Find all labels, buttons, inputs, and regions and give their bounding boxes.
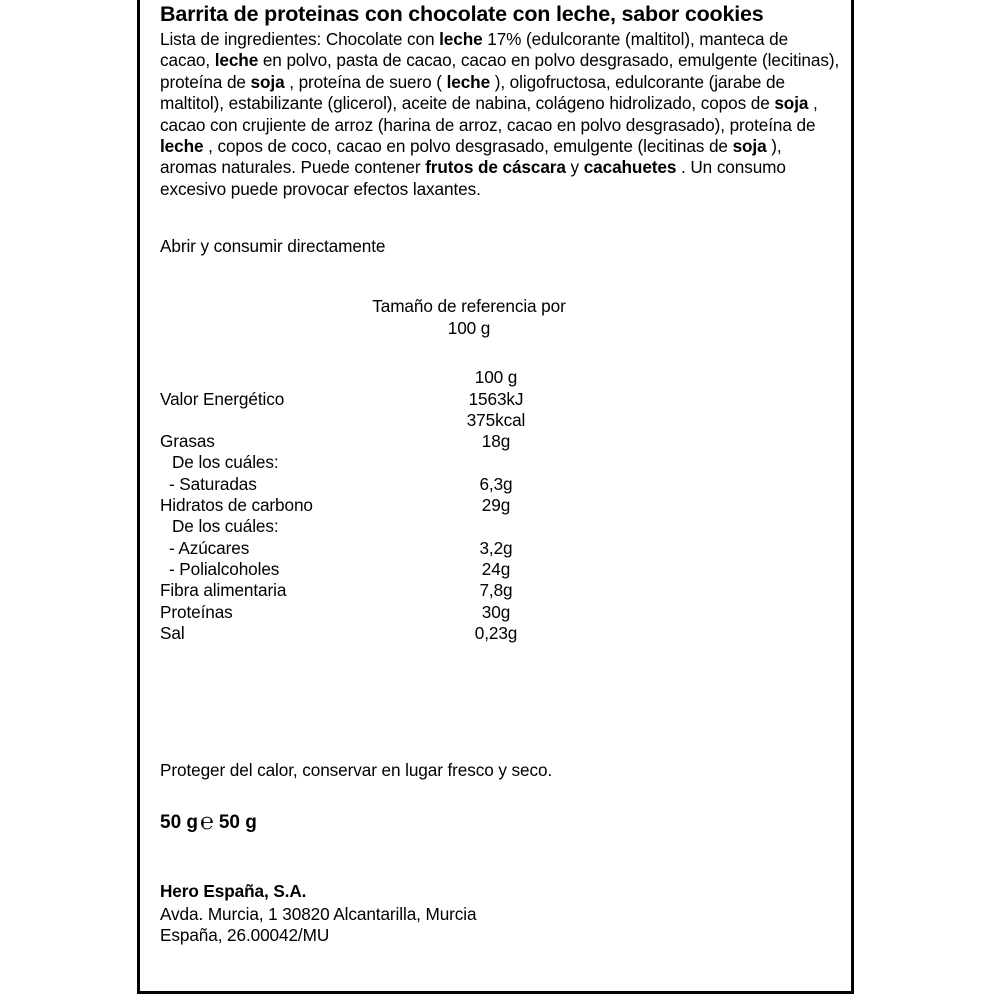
net-weight-right: 50 g [218, 812, 257, 834]
nutrient-label: Fibra alimentaria [160, 580, 287, 601]
allergen-term: soja [250, 71, 285, 92]
allergen-term: leche [446, 71, 491, 92]
allergen-term: leche [160, 136, 204, 157]
nutrient-value: 18g [481, 431, 511, 452]
nutrient-label: De los cuáles: [172, 452, 279, 473]
ingredient-text: ), aromas naturales. Puede contener [160, 136, 782, 178]
table-row [160, 602, 580, 623]
table-row [160, 431, 580, 452]
table-row [160, 623, 580, 644]
nutrition-table-body [160, 367, 580, 644]
table-row [160, 516, 580, 537]
storage-instructions: Proteger del calor, conservar en lugar fresco y seco. [160, 760, 553, 781]
nutrition-header-row [160, 367, 580, 388]
manufacturer-registration: España, 26.00042/MU [160, 924, 330, 945]
manufacturer-company: Hero España, S.A. [160, 881, 307, 902]
nutrient-value: 0,23g [474, 622, 518, 643]
table-row [160, 559, 580, 580]
nutrient-value: 1563kJ [468, 388, 524, 409]
ingredient-text: 17% (edulcorante (maltitol), manteca de cacao, [160, 29, 789, 71]
table-row [160, 474, 580, 495]
reference-size-line1: Tamaño de referencia por [372, 296, 566, 317]
manufacturer-block [160, 881, 835, 946]
nutrient-label: De los cuáles: [172, 516, 279, 537]
nutrition-label-frame [137, 0, 854, 994]
nutrient-label: - Polialcoholes [169, 558, 280, 579]
ingredient-text: en polvo, pasta de cacao, cacao en polvo desgrasado, emulgente (lecitinas), proteína de [160, 50, 840, 92]
ingredients-list [160, 29, 842, 200]
table-row [160, 389, 580, 410]
nutrition-table [160, 367, 580, 644]
estimated-sign-icon: ℮ [200, 808, 214, 835]
allergen-term: soja [732, 136, 767, 157]
nutrient-value: 375kcal [466, 409, 526, 430]
nutrient-label: Valor Energético [160, 388, 285, 409]
net-weight [160, 809, 835, 834]
nutrition-header-label [160, 367, 412, 388]
allergen-term: frutos de cáscara [425, 157, 566, 178]
ingredient-text: , copos de coco, cacao en polvo desgrasado, emulgente (lecitinas de [203, 136, 733, 157]
nutrient-label [160, 410, 412, 431]
reference-size-header [160, 295, 590, 339]
nutrient-label: Hidratos de carbono [160, 495, 313, 516]
nutrient-label: Proteínas [160, 601, 233, 622]
nutrient-value: 6,3g [479, 473, 513, 494]
table-row [160, 410, 580, 431]
page-title: Barrita de proteinas con chocolate con leche, sabor cookies [160, 2, 764, 26]
nutrient-value [412, 452, 580, 473]
nutrition-column-header: 100 g [474, 367, 518, 388]
nutrient-value: 7,8g [479, 580, 513, 601]
allergen-term: leche [439, 29, 483, 49]
allergen-term: soja [774, 93, 809, 114]
nutrient-label: - Saturadas [169, 473, 257, 494]
nutrient-value [412, 516, 580, 537]
nutrient-label: - Azúcares [169, 537, 250, 558]
ingredient-text: . Un consumo excesivo puede provocar efectos laxantes. [160, 157, 786, 199]
nutrient-label: Grasas [160, 431, 215, 452]
ingredient-text: Lista de ingredientes: Chocolate con [160, 29, 440, 49]
reference-size-line2: 100 g [447, 318, 491, 339]
allergen-term: leche [214, 50, 259, 71]
manufacturer-address: Avda. Murcia, 1 30820 Alcantarilla, Murcia [160, 903, 477, 924]
ingredient-text: ), oligofructosa, edulcorante (jarabe de maltitol), estabilizante (glicerol), aceite de nabina, colágeno hidrolizado, copos de [160, 71, 785, 114]
table-row [160, 452, 580, 473]
ingredient-text: , proteína de suero ( [284, 71, 447, 92]
nutrient-value: 24g [481, 558, 511, 579]
usage-instructions: Abrir y consumir directamente [160, 236, 386, 257]
table-row [160, 495, 580, 516]
ingredient-text: , cacao con crujiente de arroz (harina de arroz, cacao en polvo desgrasado), proteína de [160, 93, 818, 135]
net-weight-left: 50 g [160, 812, 199, 834]
ingredient-text: y [565, 157, 584, 178]
nutrient-value: 30g [481, 601, 511, 622]
nutrient-label: Sal [160, 622, 185, 643]
nutrient-value: 3,2g [479, 537, 513, 558]
table-row [160, 538, 580, 559]
table-row [160, 580, 580, 601]
nutrient-value: 29g [481, 495, 511, 516]
allergen-term: cacahuetes [583, 157, 677, 178]
